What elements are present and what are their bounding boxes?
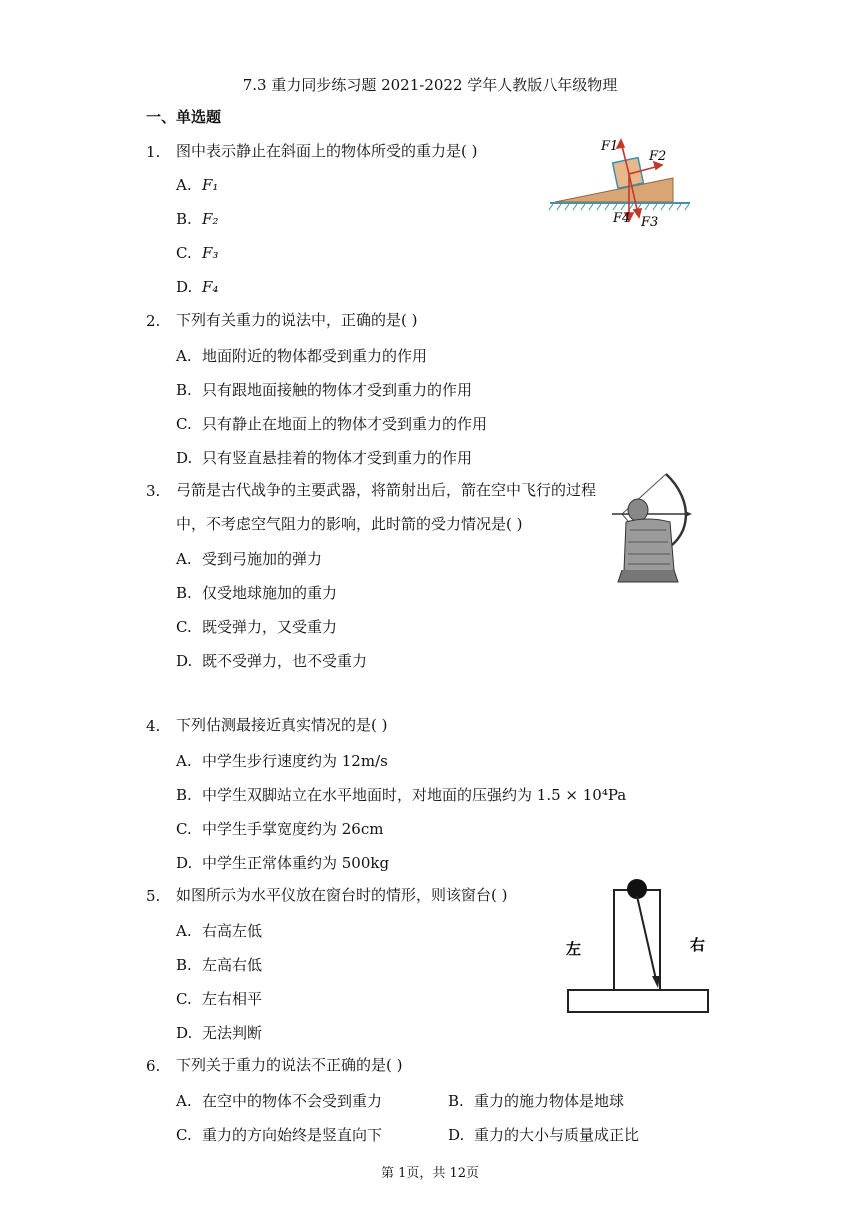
question-number: 4. [146, 717, 161, 735]
option-label: A. [176, 922, 192, 940]
option-text: F₃ [202, 244, 219, 262]
option-label: B. [176, 381, 192, 399]
option-text: 中学生双脚站立在水平地面时，对地面的压强约为 1.5 × 10⁴Pa [202, 786, 627, 804]
option-c[interactable] [176, 413, 487, 434]
incline-force-figure [545, 130, 695, 235]
option-text: F₂ [202, 210, 219, 228]
option-text: 无法判断 [202, 1024, 263, 1042]
option-label: D. [448, 1126, 465, 1144]
question-number: 6. [146, 1057, 161, 1075]
option-text: 既不受弹力，也不受重力 [202, 652, 368, 670]
option-label: C. [176, 820, 192, 838]
option-label: C. [176, 244, 192, 262]
option-a[interactable] [176, 750, 388, 771]
option-b[interactable] [176, 379, 472, 400]
option-label: D. [176, 278, 193, 296]
option-label: C. [176, 990, 192, 1008]
option-label: A. [176, 1092, 192, 1110]
option-label: D. [176, 1024, 193, 1042]
option-text: 地面附近的物体都受到重力的作用 [202, 347, 428, 365]
option-label: B. [176, 956, 192, 974]
option-text: 只有竖直悬挂着的物体才受到重力的作用 [202, 449, 473, 467]
option-label: D. [176, 854, 193, 872]
question-text: 图中表示静止在斜面上的物体所受的重力是( ) [176, 142, 478, 160]
option-text: 重力的施力物体是地球 [474, 1092, 625, 1110]
option-label: A. [176, 347, 192, 365]
figure-label-f1: F1 [601, 139, 619, 154]
option-text: 只有跟地面接触的物体才受到重力的作用 [202, 381, 473, 399]
question-number: 1. [146, 143, 161, 161]
level-figure [560, 876, 715, 1016]
option-a[interactable] [176, 548, 322, 569]
option-text: 中学生正常体重约为 500kg [202, 854, 390, 872]
option-a[interactable] [176, 920, 262, 941]
option-text: 重力的方向始终是竖直向下 [202, 1126, 383, 1144]
option-label: A. [176, 176, 192, 194]
option-text: 左高右低 [202, 956, 263, 974]
page-footer: 第 1页，共 12页 [380, 1166, 480, 1181]
option-text: 在空中的物体不会受到重力 [202, 1092, 383, 1110]
option-b[interactable] [176, 582, 337, 603]
document-title: 7.3 重力同步练习题 2021-2022 学年人教版八年级物理 [242, 76, 618, 94]
option-text: 重力的大小与质量成正比 [474, 1126, 640, 1144]
section-heading: 一、单选题 [146, 108, 222, 126]
option-c[interactable] [176, 988, 262, 1009]
option-b[interactable] [176, 784, 626, 805]
question-text: 如图所示为水平仪放在窗台时的情形，则该窗台( ) [176, 886, 508, 904]
question-text: 下列估测最接近真实情况的是( ) [176, 716, 388, 734]
option-label: D. [176, 449, 193, 467]
option-c[interactable] [176, 1124, 382, 1145]
option-text: 左右相平 [202, 990, 263, 1008]
question-text: 下列关于重力的说法不正确的是( ) [176, 1056, 403, 1074]
option-text: 中学生步行速度约为 12m/s [202, 752, 388, 770]
option-d[interactable] [176, 447, 472, 468]
option-d[interactable] [176, 278, 218, 296]
option-label: C. [176, 415, 192, 433]
option-label: C. [176, 1126, 192, 1144]
option-text: 既受弹力，又受重力 [202, 618, 338, 636]
option-b[interactable] [176, 954, 262, 975]
question-number: 2. [146, 312, 161, 330]
archer-figure [608, 470, 698, 585]
option-label: B. [176, 786, 192, 804]
option-c[interactable] [176, 616, 337, 637]
question-text: 下列有关重力的说法中，正确的是( ) [176, 311, 418, 329]
option-text: 右高左低 [202, 922, 263, 940]
option-a[interactable] [176, 176, 218, 194]
question-text-line-2: 中，不考虑空气阻力的影响，此时箭的受力情况是( ) [176, 515, 523, 533]
option-label: B. [176, 210, 192, 228]
question-number: 5. [146, 887, 161, 905]
option-a[interactable] [176, 1090, 382, 1111]
figure-label-f4: F4 [613, 211, 631, 226]
option-label: A. [176, 752, 192, 770]
option-b[interactable] [448, 1090, 624, 1111]
option-c[interactable] [176, 818, 383, 839]
option-text: 受到弓施加的弹力 [202, 550, 323, 568]
option-text: F₁ [202, 176, 219, 194]
option-c[interactable] [176, 244, 218, 262]
option-a[interactable] [176, 345, 427, 366]
option-b[interactable] [176, 210, 218, 228]
option-d[interactable] [176, 650, 367, 671]
option-text: F₄ [202, 278, 219, 296]
option-label: C. [176, 618, 192, 636]
option-label: B. [448, 1092, 464, 1110]
option-d[interactable] [176, 1022, 262, 1043]
figure-label-left: 左 [566, 940, 582, 958]
option-d[interactable] [448, 1124, 639, 1145]
option-text: 中学生手掌宽度约为 26cm [202, 820, 384, 838]
question-text-line-1: 弓箭是古代战争的主要武器，将箭射出后，箭在空中飞行的过程 [176, 481, 597, 499]
option-label: D. [176, 652, 193, 670]
figure-label-right: 右 [690, 936, 706, 954]
option-label: A. [176, 550, 192, 568]
option-label: B. [176, 584, 192, 602]
option-d[interactable] [176, 852, 389, 873]
option-text: 仅受地球施加的重力 [202, 584, 338, 602]
question-number: 3. [146, 482, 161, 500]
figure-label-f2: F2 [649, 149, 667, 164]
figure-label-f3: F3 [641, 215, 659, 230]
option-text: 只有静止在地面上的物体才受到重力的作用 [202, 415, 488, 433]
